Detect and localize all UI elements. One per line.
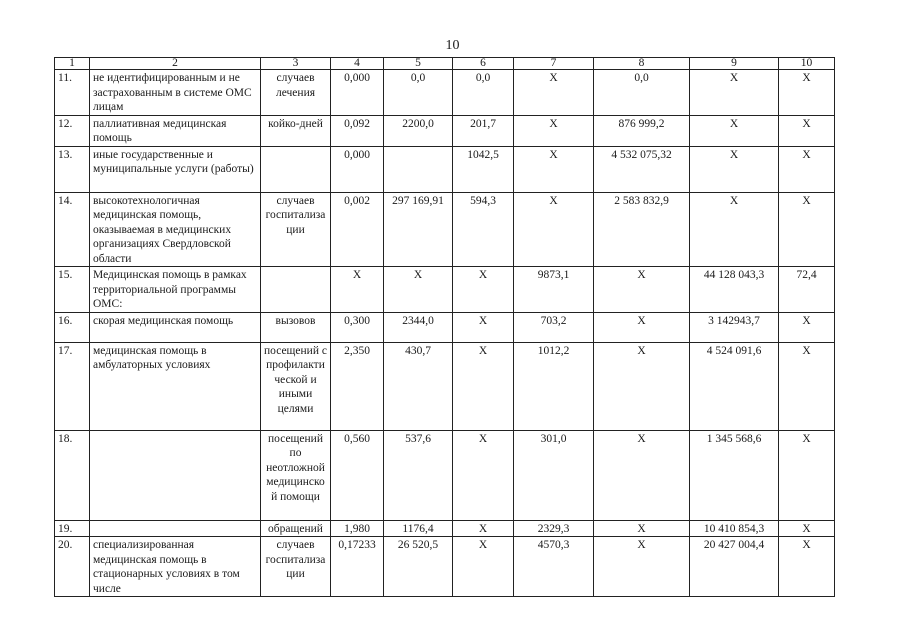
cell-col10: 72,4	[779, 267, 835, 313]
cell-col9: 20 427 004,4	[690, 537, 779, 597]
cell-col5: 1176,4	[384, 520, 453, 537]
cell-col9: 10 410 854,3	[690, 520, 779, 537]
row-unit: случаев лечения	[261, 70, 331, 116]
row-description: скорая медицинская помощь	[90, 312, 261, 342]
row-number: 11.	[55, 70, 90, 116]
column-header: 5	[384, 58, 453, 70]
row-unit: случаев госпитализации	[261, 537, 331, 597]
table-row	[55, 537, 835, 597]
cell-col10: X	[779, 537, 835, 597]
cell-col4: 0,092	[331, 115, 384, 146]
cell-col10: X	[779, 146, 835, 192]
row-description	[90, 430, 261, 520]
cell-col5: 2200,0	[384, 115, 453, 146]
row-description: высокотехнологичная медицинская помощь, оказываемая в медицинских организациях Свердловской области	[90, 192, 261, 267]
cell-col4: 1,980	[331, 520, 384, 537]
column-header: 3	[261, 58, 331, 70]
cell-col6: X	[453, 520, 514, 537]
cell-col4: 0,000	[331, 70, 384, 116]
cell-col5	[384, 146, 453, 192]
table-row	[55, 267, 835, 313]
cell-col9: X	[690, 192, 779, 267]
row-description: медицинская помощь в амбулаторных условиях	[90, 342, 261, 430]
cell-col7: 2329,3	[514, 520, 594, 537]
cell-col6: X	[453, 537, 514, 597]
cell-col5: 26 520,5	[384, 537, 453, 597]
column-header: 10	[779, 58, 835, 70]
row-description: паллиативная медицинская помощь	[90, 115, 261, 146]
cell-col10: X	[779, 70, 835, 116]
table-row	[55, 520, 835, 537]
row-unit	[261, 146, 331, 192]
column-header: 6	[453, 58, 514, 70]
cell-col9: X	[690, 146, 779, 192]
cell-col5: X	[384, 267, 453, 313]
table-row	[55, 146, 835, 192]
cell-col5: 537,6	[384, 430, 453, 520]
cell-col4: 0,560	[331, 430, 384, 520]
row-number: 19.	[55, 520, 90, 537]
row-unit: посещений по неотложной медицинской помощи	[261, 430, 331, 520]
cell-col6: 0,0	[453, 70, 514, 116]
row-description: иные государственные и муниципальные услуги (работы)	[90, 146, 261, 192]
cell-col10: X	[779, 430, 835, 520]
column-header: 4	[331, 58, 384, 70]
cell-col5: 430,7	[384, 342, 453, 430]
row-unit: вызовов	[261, 312, 331, 342]
cell-col7: X	[514, 146, 594, 192]
data-table	[54, 57, 835, 597]
table-row	[55, 192, 835, 267]
row-description: специализированная медицинская помощь в стационарных условиях в том числе	[90, 537, 261, 597]
cell-col7: X	[514, 192, 594, 267]
cell-col7: X	[514, 115, 594, 146]
header-row	[55, 58, 835, 70]
cell-col7: X	[514, 70, 594, 116]
table-row	[55, 115, 835, 146]
cell-col8: X	[594, 312, 690, 342]
cell-col10: X	[779, 342, 835, 430]
table-row	[55, 342, 835, 430]
row-unit	[261, 267, 331, 313]
column-header: 2	[90, 58, 261, 70]
cell-col7: 703,2	[514, 312, 594, 342]
cell-col8: 2 583 832,9	[594, 192, 690, 267]
row-unit: посещений с профилактической и иными целями	[261, 342, 331, 430]
page-number: 10	[445, 38, 460, 53]
cell-col10: X	[779, 520, 835, 537]
cell-col7: 9873,1	[514, 267, 594, 313]
row-number: 12.	[55, 115, 90, 146]
cell-col4: 2,350	[331, 342, 384, 430]
column-header: 9	[690, 58, 779, 70]
cell-col10: X	[779, 192, 835, 267]
cell-col8: X	[594, 342, 690, 430]
cell-col8: 0,0	[594, 70, 690, 116]
cell-col9: 4 524 091,6	[690, 342, 779, 430]
cell-col9: X	[690, 70, 779, 116]
cell-col8: X	[594, 520, 690, 537]
cell-col4: 0,17233	[331, 537, 384, 597]
cell-col4: 0,000	[331, 146, 384, 192]
cell-col9: 44 128 043,3	[690, 267, 779, 313]
row-number: 17.	[55, 342, 90, 430]
column-header: 7	[514, 58, 594, 70]
row-number: 13.	[55, 146, 90, 192]
cell-col4: X	[331, 267, 384, 313]
cell-col4: 0,300	[331, 312, 384, 342]
cell-col8: 876 999,2	[594, 115, 690, 146]
cell-col6: 1042,5	[453, 146, 514, 192]
cell-col5: 2344,0	[384, 312, 453, 342]
row-unit: обращений	[261, 520, 331, 537]
row-unit: случаев госпитализации	[261, 192, 331, 267]
cell-col6: X	[453, 430, 514, 520]
cell-col6: X	[453, 342, 514, 430]
column-header: 1	[55, 58, 90, 70]
cell-col5: 297 169,91	[384, 192, 453, 267]
cell-col10: X	[779, 115, 835, 146]
cell-col9: X	[690, 115, 779, 146]
cell-col9: 3 142943,7	[690, 312, 779, 342]
cell-col9: 1 345 568,6	[690, 430, 779, 520]
cell-col6: 201,7	[453, 115, 514, 146]
cell-col10: X	[779, 312, 835, 342]
cell-col8: X	[594, 537, 690, 597]
row-number: 20.	[55, 537, 90, 597]
cell-col7: 1012,2	[514, 342, 594, 430]
row-number: 15.	[55, 267, 90, 313]
cell-col6: 594,3	[453, 192, 514, 267]
cell-col8: X	[594, 430, 690, 520]
row-unit: койко-дней	[261, 115, 331, 146]
row-description: не идентифицированным и не застрахованным в системе ОМС лицам	[90, 70, 261, 116]
row-description	[90, 520, 261, 537]
cell-col7: 4570,3	[514, 537, 594, 597]
row-number: 14.	[55, 192, 90, 267]
cell-col8: 4 532 075,32	[594, 146, 690, 192]
cell-col6: X	[453, 267, 514, 313]
table-row	[55, 312, 835, 342]
row-number: 18.	[55, 430, 90, 520]
row-number: 16.	[55, 312, 90, 342]
table-row	[55, 430, 835, 520]
cell-col4: 0,002	[331, 192, 384, 267]
cell-col6: X	[453, 312, 514, 342]
column-header: 8	[594, 58, 690, 70]
table-row	[55, 70, 835, 116]
cell-col8: X	[594, 267, 690, 313]
cell-col7: 301,0	[514, 430, 594, 520]
row-description: Медицинская помощь в рамках территориальной программы ОМС:	[90, 267, 261, 313]
cell-col5: 0,0	[384, 70, 453, 116]
